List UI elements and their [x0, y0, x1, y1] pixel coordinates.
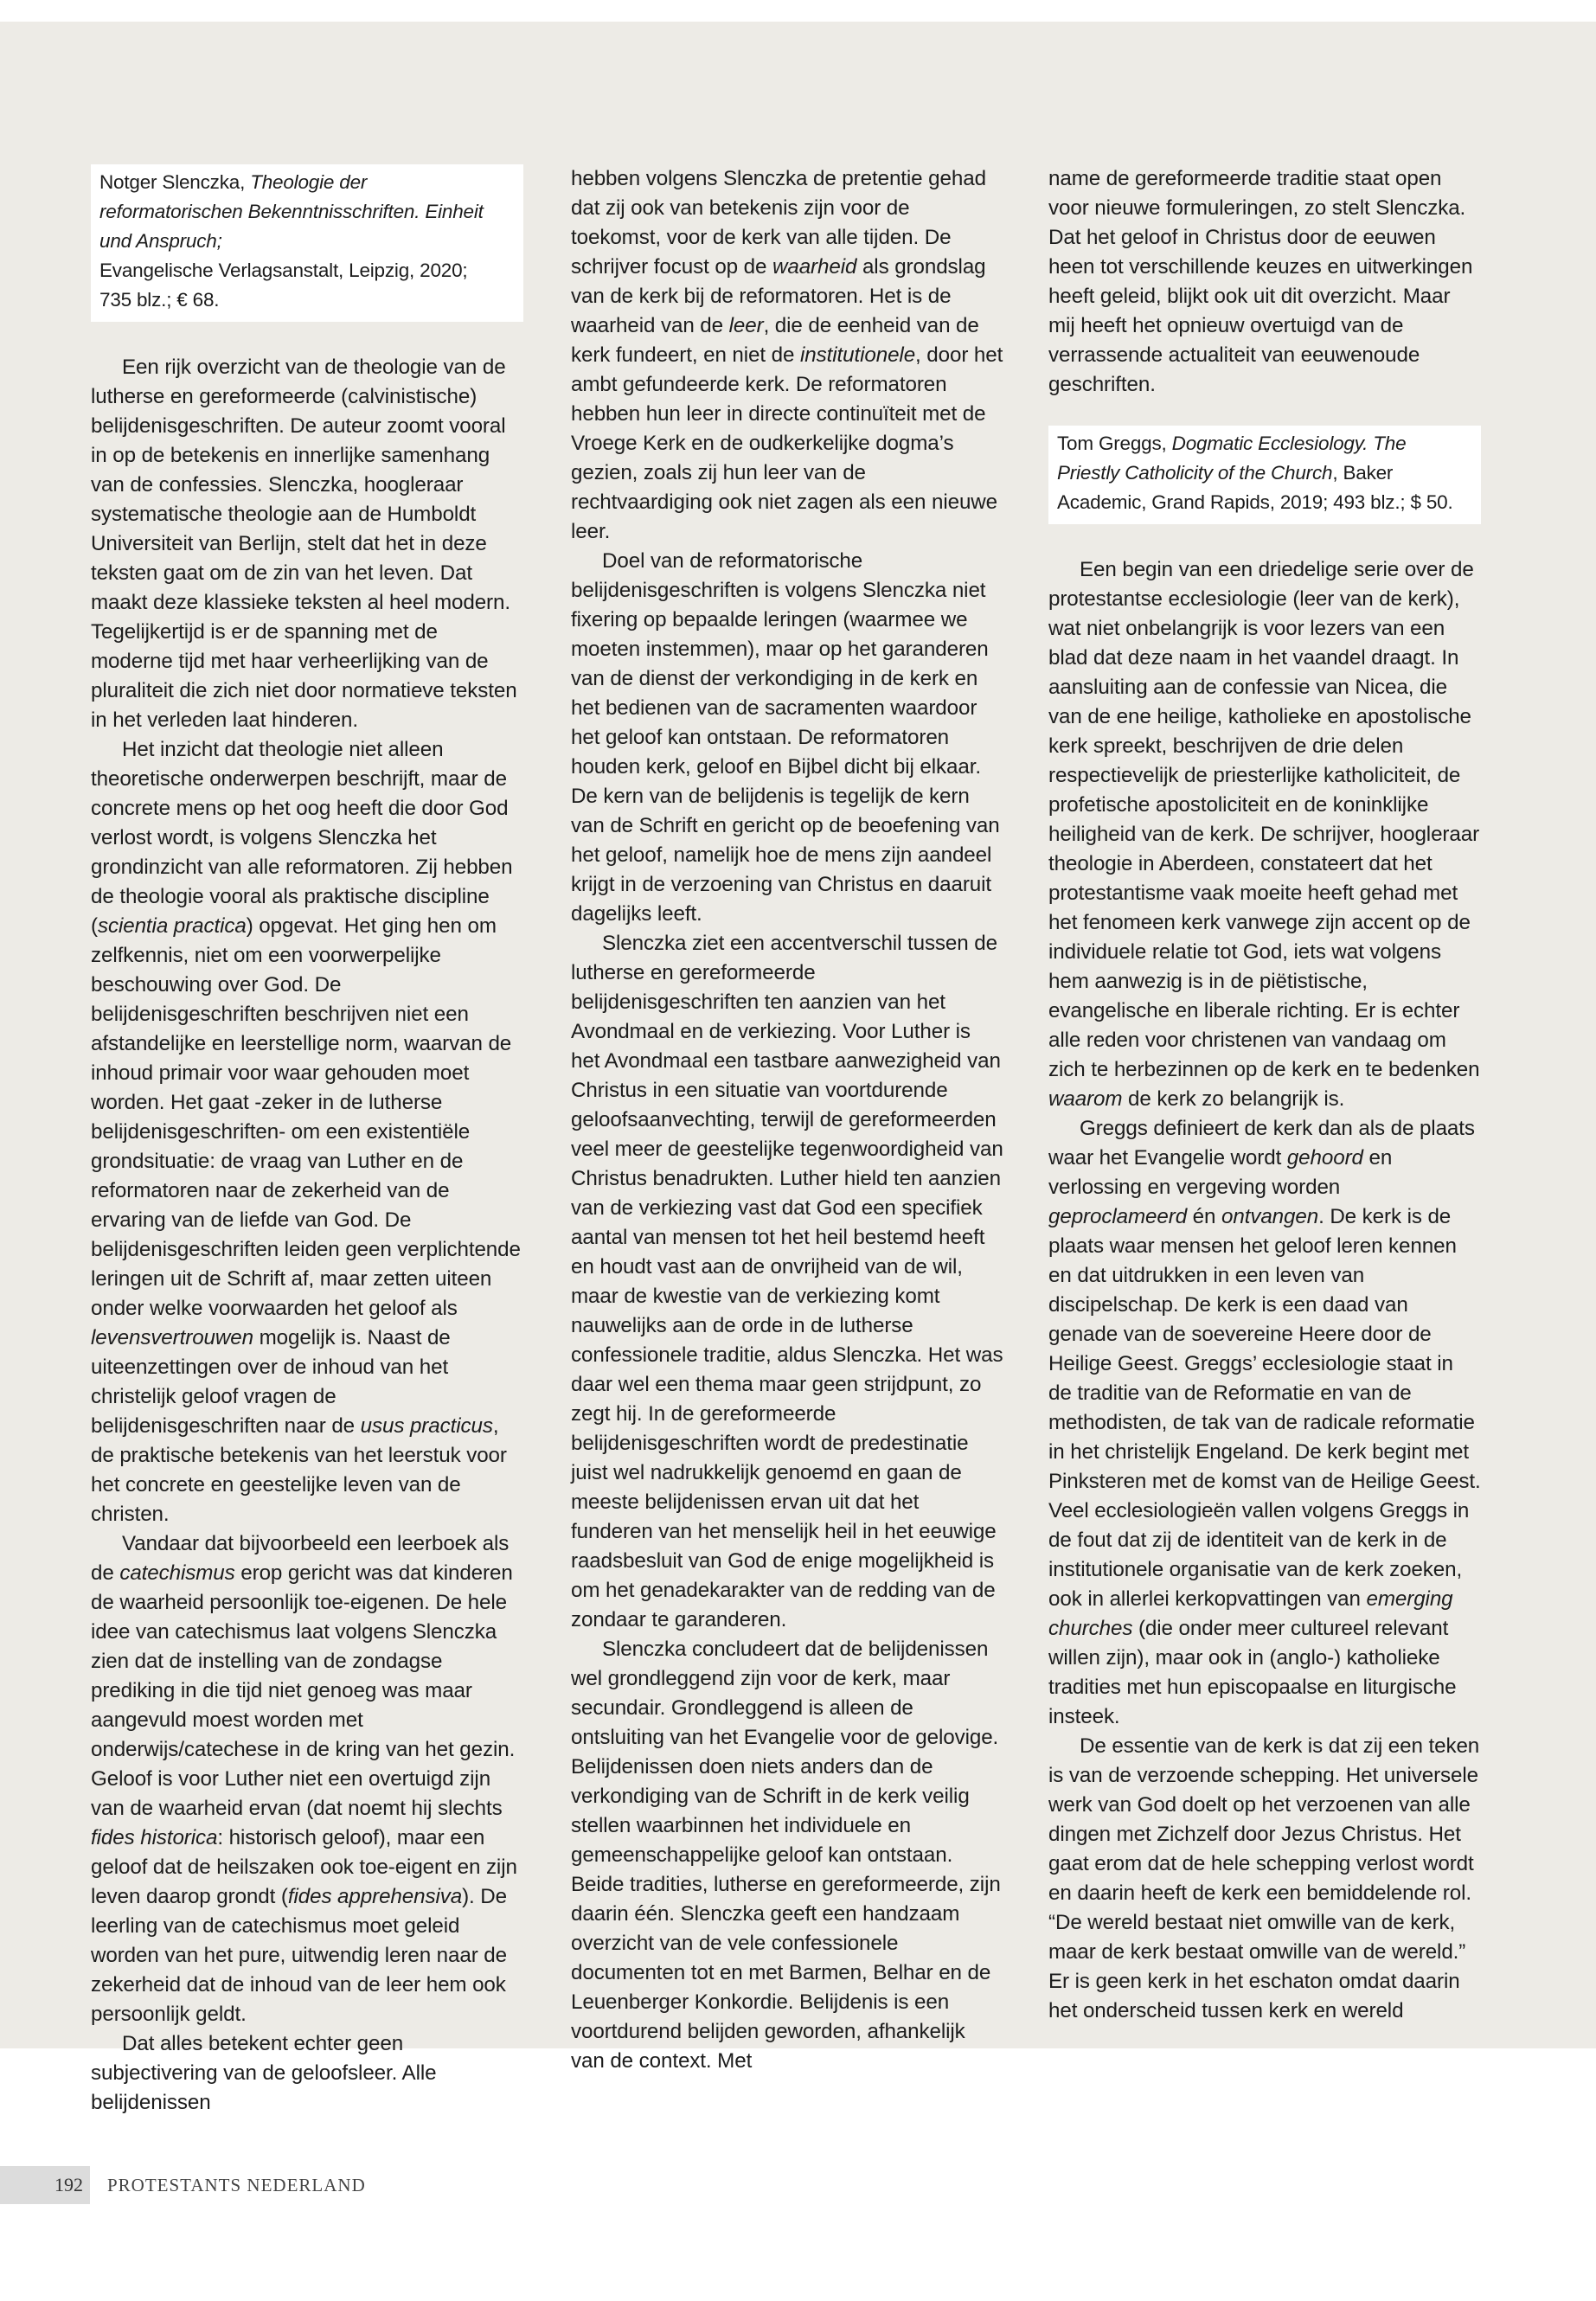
- magazine-name: PROTESTANTS NEDERLAND: [107, 2175, 366, 2195]
- paragraph: Greggs definieert de kerk dan als de plaats waar het Evangelie wordt gehoord en verlossing en vergeving worden geproclameerd én ontvangen. De kerk is de plaats waar mensen het geloof leren kennen en dat uitdrukken in een leven van discipelschap. De kerk is een daad van genade van de soevereine Heere door de Heilige Geest. Greggs’ ecclesiologie staat in de traditie van de Reformatie en van de methodisten, de tak van de radicale reformatie in het christelijk Engeland. De kerk begint met Pinksteren met de komst van de Heilige Geest. Veel ecclesiologieën vallen volgens Greggs in de fout dat zij de identiteit van de kerk in de institutionele organisatie van de kerk zoeken, ook in allerlei kerkopvattingen van emerging churches (die onder meer cultureel relevant willen zijn), maar ook in (anglo-) katholieke tradities met hun episcopaalse en liturgische insteek.: [1048, 1117, 1481, 1728]
- book-title: Dogmatic Ecclesiology. The Priestly Catholicity of the Church: [1057, 433, 1407, 484]
- paragraph: Vandaar dat bijvoorbeeld een leerboek als de catechismus erop gericht was dat kinderen de waarheid persoonlijk toe-eigenen. De hele idee van catechismus laat volgens Slenczka zien dat de instelling van de zondagse prediking in die tijd niet genoeg was maar aangevuld moest worden met onderwijs/catechese in de kring van het gezin. Geloof is voor Luther niet een overtuigd zijn van de waarheid ervan (dat noemt hij slechts fides historica: historisch geloof), maar een geloof dat de heilszaken ook toe-eigent en zijn leven daarop grondt (fides apprehensiva). De leerling van de catechismus moet geleid worden van het pure, uitwendig leren naar de zekerheid dat de inhoud van de leer hem ook persoonlijk geldt.: [91, 1532, 517, 2026]
- book-details: 735 blz.; € 68.: [99, 289, 220, 311]
- book-reference-greggs: [1048, 426, 1481, 524]
- book-publisher: Evangelische Verlagsanstalt, Leipzig, 2020;: [99, 260, 468, 281]
- book-reference-slenczka: [91, 164, 523, 322]
- paragraph: De essentie van de kerk is dat zij een teken is van de verzoende schepping. Het universele werk van God doelt op het verzoenen van alle dingen met Zichzelf door Jezus Christus. Het gaat erom dat de hele schepping verlost wordt en daarin heeft de kerk een bemiddelende rol. “De wereld bestaat niet omwille van de kerk, maar de kerk bestaat omwille van de wereld.” Er is geen kerk in het eschaton omdat daarin het onderscheid tussen kerk en wereld: [1048, 1734, 1480, 2022]
- book-title: Theologie der reformatorischen Bekenntnisschriften. Einheit und Anspruch;: [99, 171, 484, 252]
- paragraph: Doel van de reformatorische belijdenisgeschriften is volgens Slenczka niet fixering op bepaalde leringen (waarmee we moeten instemmen), maar op het garanderen van de dienst der verkondiging in de kerk en het bedienen van de sacramenten waardoor het geloof kan ontstaan. De reformatoren houden kerk, geloof en Bijbel dicht bij elkaar. De kern van de belijdenis is tegelijk de kern van de Schrift en gericht op de beoefening van het geloof, namelijk hoe de mens zijn aandeel krijgt in de verzoening van Christus en daaruit dagelijks leeft.: [571, 549, 1000, 926]
- column-right: [1048, 164, 1481, 2026]
- paragraph: Het inzicht dat theologie niet alleen theoretische onderwerpen beschrijft, maar de concrete mens op het oog heeft die door God verlost wordt, is volgens Slenczka het grondinzicht van alle reformatoren. Zij hebben de theologie vooral als praktische discipline (scientia practica) opgevat. Het ging hen om zelfkennis, niet om een voorwerpelijke beschouwing over God. De belijdenisgeschriften beschrijven niet een afstandelijke en leerstellige norm, waarvan de inhoud primair voor waar gehouden moet worden. Het gaat -zeker in de lutherse belijdenisgeschriften- om een existentiële grondsituatie: de vraag van Luther en de reformatoren naar de zekerheid van de ervaring van de liefde van God. De belijdenisgeschriften leiden geen verplichtende leringen uit de Schrift af, maar zetten uiteen onder welke voorwaarden het geloof als levensvertrouwen mogelijk is. Naast de uiteenzettingen over de inhoud van het christelijk geloof vragen de belijdenisgeschriften naar de usus practicus, de praktische betekenis van het leerstuk voor het concrete en geestelijke leven van de christen.: [91, 738, 521, 1526]
- paragraph: Een rijk overzicht van de theologie van de lutherse en gereformeerde (calvinistische) belijdenisgeschriften. De auteur zoomt vooral in op de betekenis en innerlijke samenhang van de confessies. Slenczka, hoogleraar systematische theologie aan de Humboldt Universiteit van Berlijn, stelt dat het in deze teksten gaat om de zin van het leven. Dat maakt deze klassieke teksten al heel modern. Tegelijkertijd is er de spanning met de moderne tijd met haar verheerlijking van de pluraliteit die zich niet door normatieve teksten in het verleden laat hinderen.: [91, 356, 517, 732]
- book-publisher: , Baker Academic, Grand Rapids, 2019; 493 blz.; $ 50.: [1057, 462, 1453, 513]
- paragraph: Slenczka concludeert dat de belijdenissen wel grondleggend zijn voor de kerk, maar secundair. Grondleggend is alleen de ontsluiting van het Evangelie voor de gelovige. Belijdenissen doen niets anders dan de verkondiging van de Schrift in de kerk veilig stellen waarbinnen het individuele en gemeenschappelijke geloof kan ontstaan. Beide tradities, lutherse en gereformeerde, zijn daarin één. Slenczka geeft een handzaam overzicht van de vele confessionele documenten tot en met Barmen, Belhar en de Leuenberger Konkordie. Belijdenis is een voortdurend belijden geworden, afhankelijk van de context. Met: [571, 1638, 1001, 2073]
- paragraph: hebben volgens Slenczka de pretentie gehad dat zij ook van betekenis zijn voor de toekomst, voor de kerk van alle tijden. De schrijver focust op de waarheid als grondslag van de kerk bij de reformatoren. Het is de waarheid van de leer, die de eenheid van de kerk fundeert, en niet de institutionele, door het ambt gefundeerde kerk. De reformatoren hebben hun leer in directe continuïteit met de Vroege Kerk en de oudkerkelijke dogma’s gezien, zoals zij hun leer van de rechtvaardiging ook niet zagen als een nieuwe leer.: [571, 167, 1003, 543]
- paragraph: Slenczka ziet een accentverschil tussen de lutherse en gereformeerde belijdenisgeschriften ten aanzien van het Avondmaal en de verkiezing. Voor Luther is het Avondmaal een tastbare aanwezigheid van Christus in een situatie van voortdurende geloofsaanvechting, terwijl de gereformeerden veel meer de geestelijke tegenwoordigheid van Christus benadrukten. Luther hield ten aanzien van de verkiezing vast dat God een specifiek aantal van mensen tot het heil bestemd heeft en houdt vast aan de onvrijheid van de wil, maar de kwestie van de verkiezing komt nauwelijks aan de orde in de lutherse confessionele traditie, aldus Slenczka. Het was daar wel een thema maar geen strijdpunt, zo zegt hij. In de gereformeerde belijdenisgeschriften wordt de predestinatie juist wel nadrukkelijk genoemd en gaan de meeste belijdenissen ervan uit dat het funderen van het menselijk heil in het eeuwige raadsbesluit van God de enige mogelijkheid is om het genadekarakter van de redding van de zondaar te garanderen.: [571, 932, 1003, 1631]
- paragraph: Een begin van een driedelige serie over de protestantse ecclesiologie (leer van de kerk), wat niet onbelangrijk is voor lezers van een blad dat deze naam in het vaandel draagt. In aansluiting aan de confessie van Nicea, die van de ene heilige, katholieke en apostolische kerk spreekt, beschrijven de drie delen respectievelijk de priesterlijke katholiciteit, de profetische apostoliciteit en de koninklijke heiligheid van de kerk. De schrijver, hoogleraar theologie in Aberdeen, constateert dat het protestantisme vaak moeite heeft gehad met het fenomeen kerk vanwege zijn accent op de individuele relatie tot God, iets wat volgens hem aanwezig is in de piëtistische, evangelische en liberale richting. Er is echter alle reden voor christenen van vandaag om zich te herbezinnen op de kerk en te bedenken waarom de kerk zo belangrijk is.: [1048, 558, 1480, 1111]
- column-middle: [571, 164, 1003, 2076]
- book-author: Tom Greggs,: [1057, 433, 1172, 454]
- column-left: [91, 164, 523, 2118]
- paragraph: name de gereformeerde traditie staat open voor nieuwe formuleringen, zo stelt Slenczka. Dat het geloof in Christus door de eeuwen heen tot verschillende keuzes en uitwerkingen heeft geleid, blijkt ook uit dit overzicht. Maar mij heeft het opnieuw overtuigd van de verrassende actualiteit van eeuwenoude geschriften.: [1048, 167, 1473, 396]
- book-author: Notger Slenczka,: [99, 171, 251, 193]
- page-number: 192: [0, 2166, 90, 2204]
- paragraph: Dat alles betekent echter geen subjectivering van de geloofsleer. Alle belijdenissen: [91, 2032, 437, 2114]
